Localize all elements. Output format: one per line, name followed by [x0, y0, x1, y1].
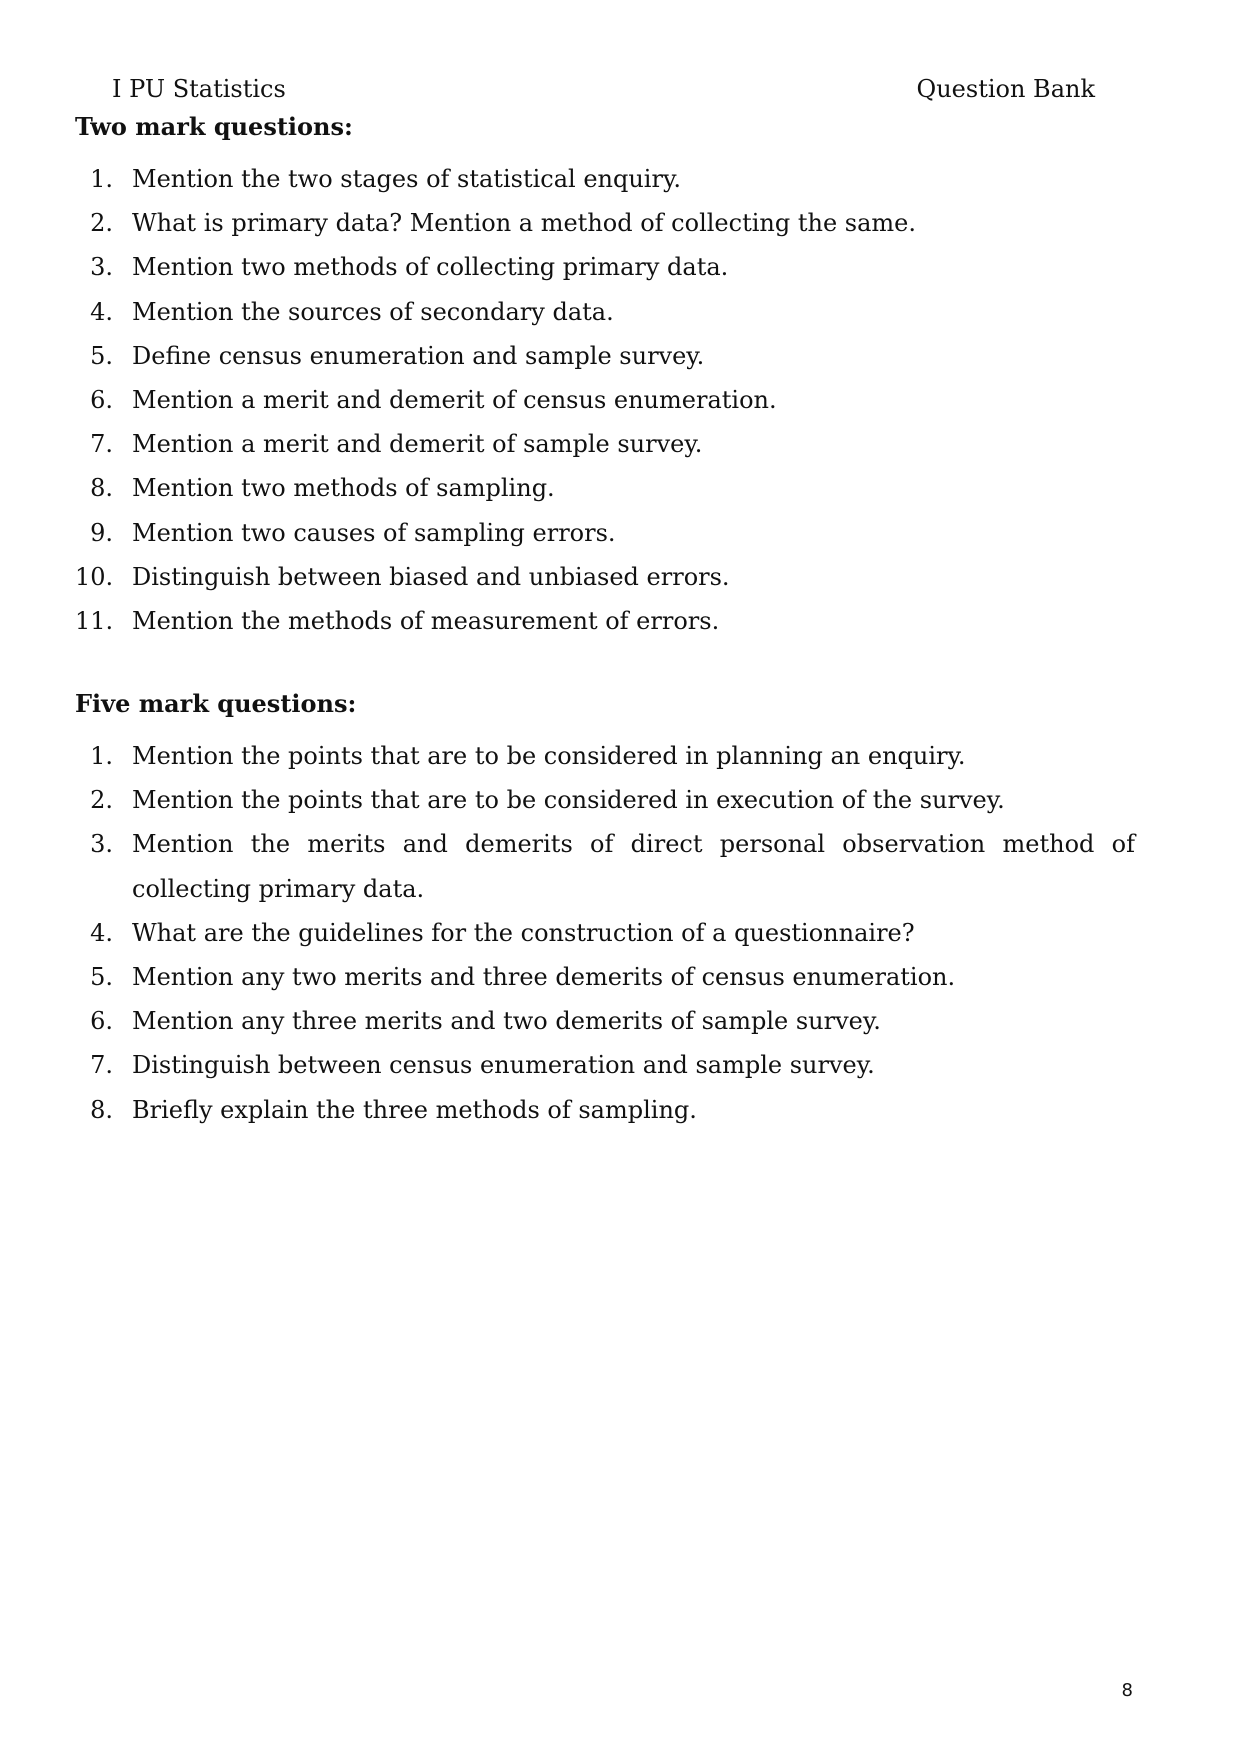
question-item	[75, 955, 1135, 999]
question-item	[75, 290, 1135, 334]
question-item	[75, 599, 1135, 643]
question-number: 3.	[90, 253, 113, 282]
question-text: Mention two causes of sampling errors.	[132, 518, 616, 547]
question-text: Mention the two stages of statistical enquiry.	[132, 165, 681, 193]
question-text: Mention two methods of sampling.	[132, 474, 555, 503]
question-number: 10.	[75, 562, 114, 591]
question-item	[75, 734, 1135, 778]
question-number: 2.	[90, 786, 113, 815]
question-text: Mention a merit and demerit of census enumeration.	[132, 386, 777, 415]
question-number: 5.	[90, 341, 113, 370]
question-item	[75, 334, 1135, 378]
question-number: 3.	[90, 830, 113, 859]
question-text: Define census enumeration and sample survey.	[132, 341, 705, 370]
question-text: Mention the points that are to be considered in execution of the survey.	[132, 786, 1005, 815]
five-mark-question-list	[75, 734, 1135, 1132]
question-text: Mention the merits and demerits of direct personal observation method of collecting primary data.	[132, 830, 1135, 903]
question-text: Distinguish between census enumeration and sample survey.	[132, 1051, 875, 1080]
question-text: Mention two methods of collecting primary data.	[132, 253, 729, 282]
header-title: Question Bank	[916, 75, 1095, 103]
question-text: Mention the sources of secondary data.	[132, 297, 614, 326]
question-item	[75, 466, 1135, 510]
question-item	[75, 1043, 1135, 1087]
question-text: Mention a merit and demerit of sample survey.	[132, 430, 703, 459]
question-item	[75, 999, 1135, 1043]
question-item	[75, 378, 1135, 422]
question-number: 8.	[90, 1095, 113, 1124]
question-item	[75, 422, 1135, 466]
two-mark-question-list	[75, 157, 1135, 643]
five-mark-heading: Five mark questions:	[75, 689, 357, 718]
question-text: Mention any two merits and three demerits of census enumeration.	[132, 963, 956, 992]
question-text: Mention the points that are to be considered in planning an enquiry.	[132, 742, 966, 770]
question-item	[75, 245, 1135, 289]
question-number: 5.	[90, 963, 113, 992]
question-number: 4.	[90, 918, 113, 947]
question-item	[75, 201, 1135, 245]
question-number: 7.	[90, 1051, 113, 1080]
question-number: 8.	[90, 474, 113, 503]
question-item	[75, 511, 1135, 555]
question-number: 11.	[75, 607, 114, 636]
question-item	[75, 555, 1135, 599]
question-item	[75, 822, 1135, 910]
question-text: Mention any three merits and two demerits of sample survey.	[132, 1007, 881, 1036]
question-text: Mention the methods of measurement of errors.	[132, 607, 720, 636]
question-text: Distinguish between biased and unbiased errors.	[132, 562, 730, 591]
question-number: 6.	[90, 1007, 113, 1036]
question-item	[75, 778, 1135, 822]
page-number: 8	[1121, 1680, 1133, 1701]
question-number: 1.	[90, 742, 113, 770]
two-mark-heading: Two mark questions:	[75, 112, 353, 141]
question-item	[75, 157, 1135, 201]
question-number: 2.	[90, 209, 113, 238]
header-course: I PU Statistics	[112, 75, 286, 103]
question-item	[75, 911, 1135, 955]
question-item	[75, 1088, 1135, 1132]
question-text: Briefly explain the three methods of sampling.	[132, 1095, 697, 1124]
question-number: 4.	[90, 297, 113, 326]
question-text: What is primary data? Mention a method of collecting the same.	[132, 209, 916, 238]
question-number: 6.	[90, 386, 113, 415]
question-number: 7.	[90, 430, 113, 459]
question-text: What are the guidelines for the construction of a questionnaire?	[132, 918, 915, 947]
question-number: 9.	[90, 518, 113, 547]
question-number: 1.	[90, 165, 113, 193]
